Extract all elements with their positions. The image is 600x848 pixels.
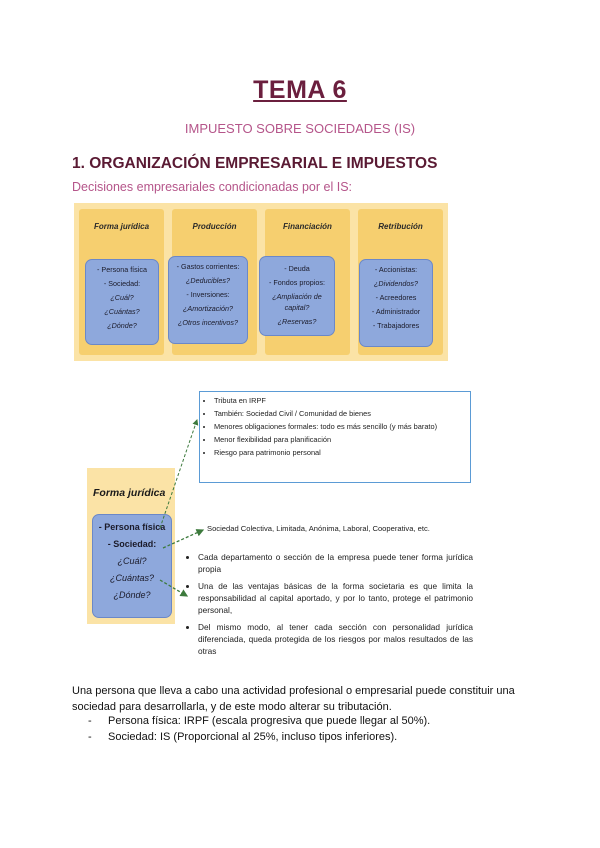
box-line: - Inversiones:: [186, 290, 230, 299]
box-line: ¿Cuál?: [110, 293, 134, 302]
society-point: • Del mismo modo, al tener cada sección con personalidad jurídica diferenciada, queda protegida de los riesgos por malos resultados de las otras: [198, 621, 473, 657]
box-line: ¿Reservas?: [277, 317, 317, 326]
info-item: • Menor flexibilidad para planificación: [214, 435, 466, 445]
list-item-text: Persona física: IRPF (escala progresiva que puede llegar al 50%).: [108, 715, 431, 727]
box-line: - Trabajadores: [372, 321, 420, 330]
forma-juridica-header: Forma jurídica: [93, 487, 166, 499]
column-header: Retribución: [378, 222, 423, 231]
box-line: - Sociedad:: [107, 539, 157, 549]
box-line: ¿Dónde?: [113, 590, 151, 600]
info-item: • Menores obligaciones formales: todo es más sencillo (y más barato): [214, 422, 466, 432]
box-line: - Persona física: [97, 265, 147, 274]
tax-list: [88, 714, 430, 745]
section-subheading: Decisiones empresariales condicionadas por el IS:: [72, 180, 353, 194]
section-heading: 1. ORGANIZACIÓN EMPRESARIAL E IMPUESTOS: [72, 155, 438, 172]
column-header: Forma jurídica: [93, 222, 150, 231]
body-paragraph: Una persona que lleva a cabo una actividad profesional o empresarial puede constituir una sociedad para desarrollarla, y de este modo alterar su tributación.: [72, 685, 515, 713]
society-types-text: Sociedad Colectiva, Limitada, Anónima, Laboral, Cooperativa, etc.: [207, 524, 430, 533]
box-line: - Sociedad:: [103, 279, 141, 288]
box-line: - Administrador: [371, 307, 421, 316]
page-title: TEMA 6: [253, 76, 347, 104]
arrow-to-persona-fisica: [160, 420, 197, 528]
column-header: Producción: [192, 222, 237, 231]
box-line: - Fondos propios:: [269, 278, 325, 287]
box-line: ¿Dónde?: [107, 321, 137, 330]
box-line: ¿Dividendos?: [374, 279, 418, 288]
box-line: ¿Cuántas?: [104, 307, 140, 316]
box-line: ¿Cuántas?: [109, 573, 155, 583]
list-item: - Persona física: IRPF (escala progresiva que puede llegar al 50%).: [88, 715, 431, 727]
box-line: - Accionistas:: [374, 265, 418, 274]
box-line: - Persona física: [98, 522, 166, 532]
box-line: ¿Cuál?: [117, 556, 147, 566]
page-subtitle: IMPUESTO SOBRE SOCIEDADES (IS): [184, 121, 416, 136]
column-header: Financiación: [283, 222, 332, 231]
society-point: • Cada departamento o sección de la empresa puede tener forma jurídica propia: [198, 551, 473, 575]
box-line: - Gastos corrientes:: [176, 262, 240, 271]
info-item: • También: Sociedad Civil / Comunidad de bienes: [214, 409, 466, 419]
info-item: • Tributa en IRPF: [214, 396, 466, 406]
arrow-to-sociedad: [163, 530, 203, 548]
box-line: - Deuda: [284, 264, 310, 273]
box-line: ¿Ampliación de capital?: [272, 292, 322, 312]
arrow-to-points: [160, 580, 187, 596]
box-line: - Acreedores: [375, 293, 417, 302]
box-line: ¿Deducibles?: [186, 276, 230, 285]
info-item: • Riesgo para patrimonio personal: [214, 448, 466, 458]
box-line: ¿Otros incentivos?: [178, 318, 238, 327]
list-item-text: Sociedad: IS (Proporcional al 25%, incluso tipos inferiores).: [108, 730, 398, 743]
society-point: • Una de las ventajas básicas de la forma societaria es que limita la responsabilidad al capital aportado, y por lo tanto, protege el patrimonio personal,: [198, 580, 473, 616]
box-line: ¿Amortización?: [183, 304, 233, 313]
list-item: - Sociedad: IS (Proporcional al 25%, incluso tipos inferiores).: [88, 730, 398, 743]
